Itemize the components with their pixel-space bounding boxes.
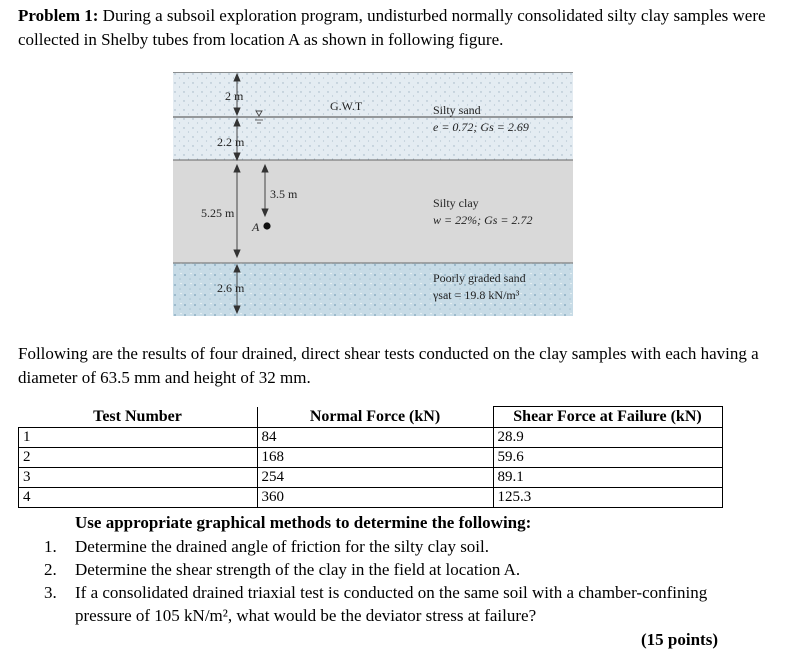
direct-shear-results-table [18, 406, 723, 508]
cell-test-number: 2 [19, 448, 258, 468]
layer1-props: e = 0.72; Gs = 2.69 [433, 120, 529, 134]
cell-test-number: 1 [19, 428, 258, 448]
cell-normal-force: 254 [257, 468, 493, 488]
question-text: If a consolidated drained triaxial test is conducted on the same soil with a chamber-confining pressure of 105 kN/m², what would be the deviator stress at failure? [75, 583, 708, 625]
cell-shear-force: 125.3 [493, 488, 722, 508]
layer2-name: Silty clay [433, 196, 479, 210]
instructions-rest: to determine the following: [331, 513, 532, 532]
cell-shear-force: 59.6 [493, 448, 722, 468]
soil-profile-figure [173, 72, 573, 316]
question-number: 1. [44, 537, 57, 556]
question-item [44, 558, 764, 581]
layer1-name: Silty sand [433, 103, 481, 117]
header-test-number: Test Number [19, 407, 258, 428]
problem-statement [18, 4, 778, 52]
table-header-row [19, 407, 723, 428]
dim-3-5m-label: 3.5 m [270, 187, 298, 201]
dim-2-6m-label: 2.6 m [217, 281, 245, 295]
cell-test-number: 4 [19, 488, 258, 508]
question-text: Determine the shear strength of the clay in the field at location A. [75, 560, 521, 579]
layer3-name: Poorly graded sand [433, 271, 526, 285]
question-item [44, 581, 764, 627]
problem-label: Problem 1: [18, 6, 99, 25]
instructions-bold: Use appropriate graphical methods [75, 513, 332, 532]
question-list [44, 535, 764, 627]
question-number: 2. [44, 560, 57, 579]
cell-shear-force: 28.9 [493, 428, 722, 448]
table-row [19, 448, 723, 468]
cell-normal-force: 84 [257, 428, 493, 448]
test-description: Following are the results of four drained, direct shear tests conducted on the clay samples with each having a diameter of 63.5 mm and height of 32 mm. [18, 344, 759, 387]
table-row [19, 468, 723, 488]
points-label: (15 points) [641, 630, 718, 649]
cell-normal-force: 168 [257, 448, 493, 468]
header-shear-force: Shear Force at Failure (kN) [493, 407, 722, 428]
header-normal-force: Normal Force (kN) [257, 407, 493, 428]
question-item [44, 535, 764, 558]
question-number: 3. [44, 583, 57, 602]
location-a-label: A [252, 220, 260, 234]
table-row [19, 488, 723, 508]
dim-2-2m-label: 2.2 m [217, 135, 245, 149]
cell-test-number: 3 [19, 468, 258, 488]
dim-2m-label: 2 m [225, 89, 244, 103]
layer3-props: γsat = 19.8 kN/m³ [433, 288, 520, 302]
instructions [75, 512, 531, 534]
cell-normal-force: 360 [257, 488, 493, 508]
question-text: Determine the drained angle of friction for the silty clay soil. [75, 537, 490, 556]
problem-text: During a subsoil exploration program, undisturbed normally consolidated silty clay samples were collected in Shelby tubes from location A as shown in following figure. [18, 6, 766, 49]
table-row [19, 428, 723, 448]
cell-shear-force: 89.1 [493, 468, 722, 488]
gwt-label: G.W.T [330, 99, 363, 113]
layer2-props: w = 22%; Gs = 2.72 [433, 213, 533, 227]
location-a-point [263, 222, 270, 229]
dim-5-25m-label: 5.25 m [201, 206, 235, 220]
